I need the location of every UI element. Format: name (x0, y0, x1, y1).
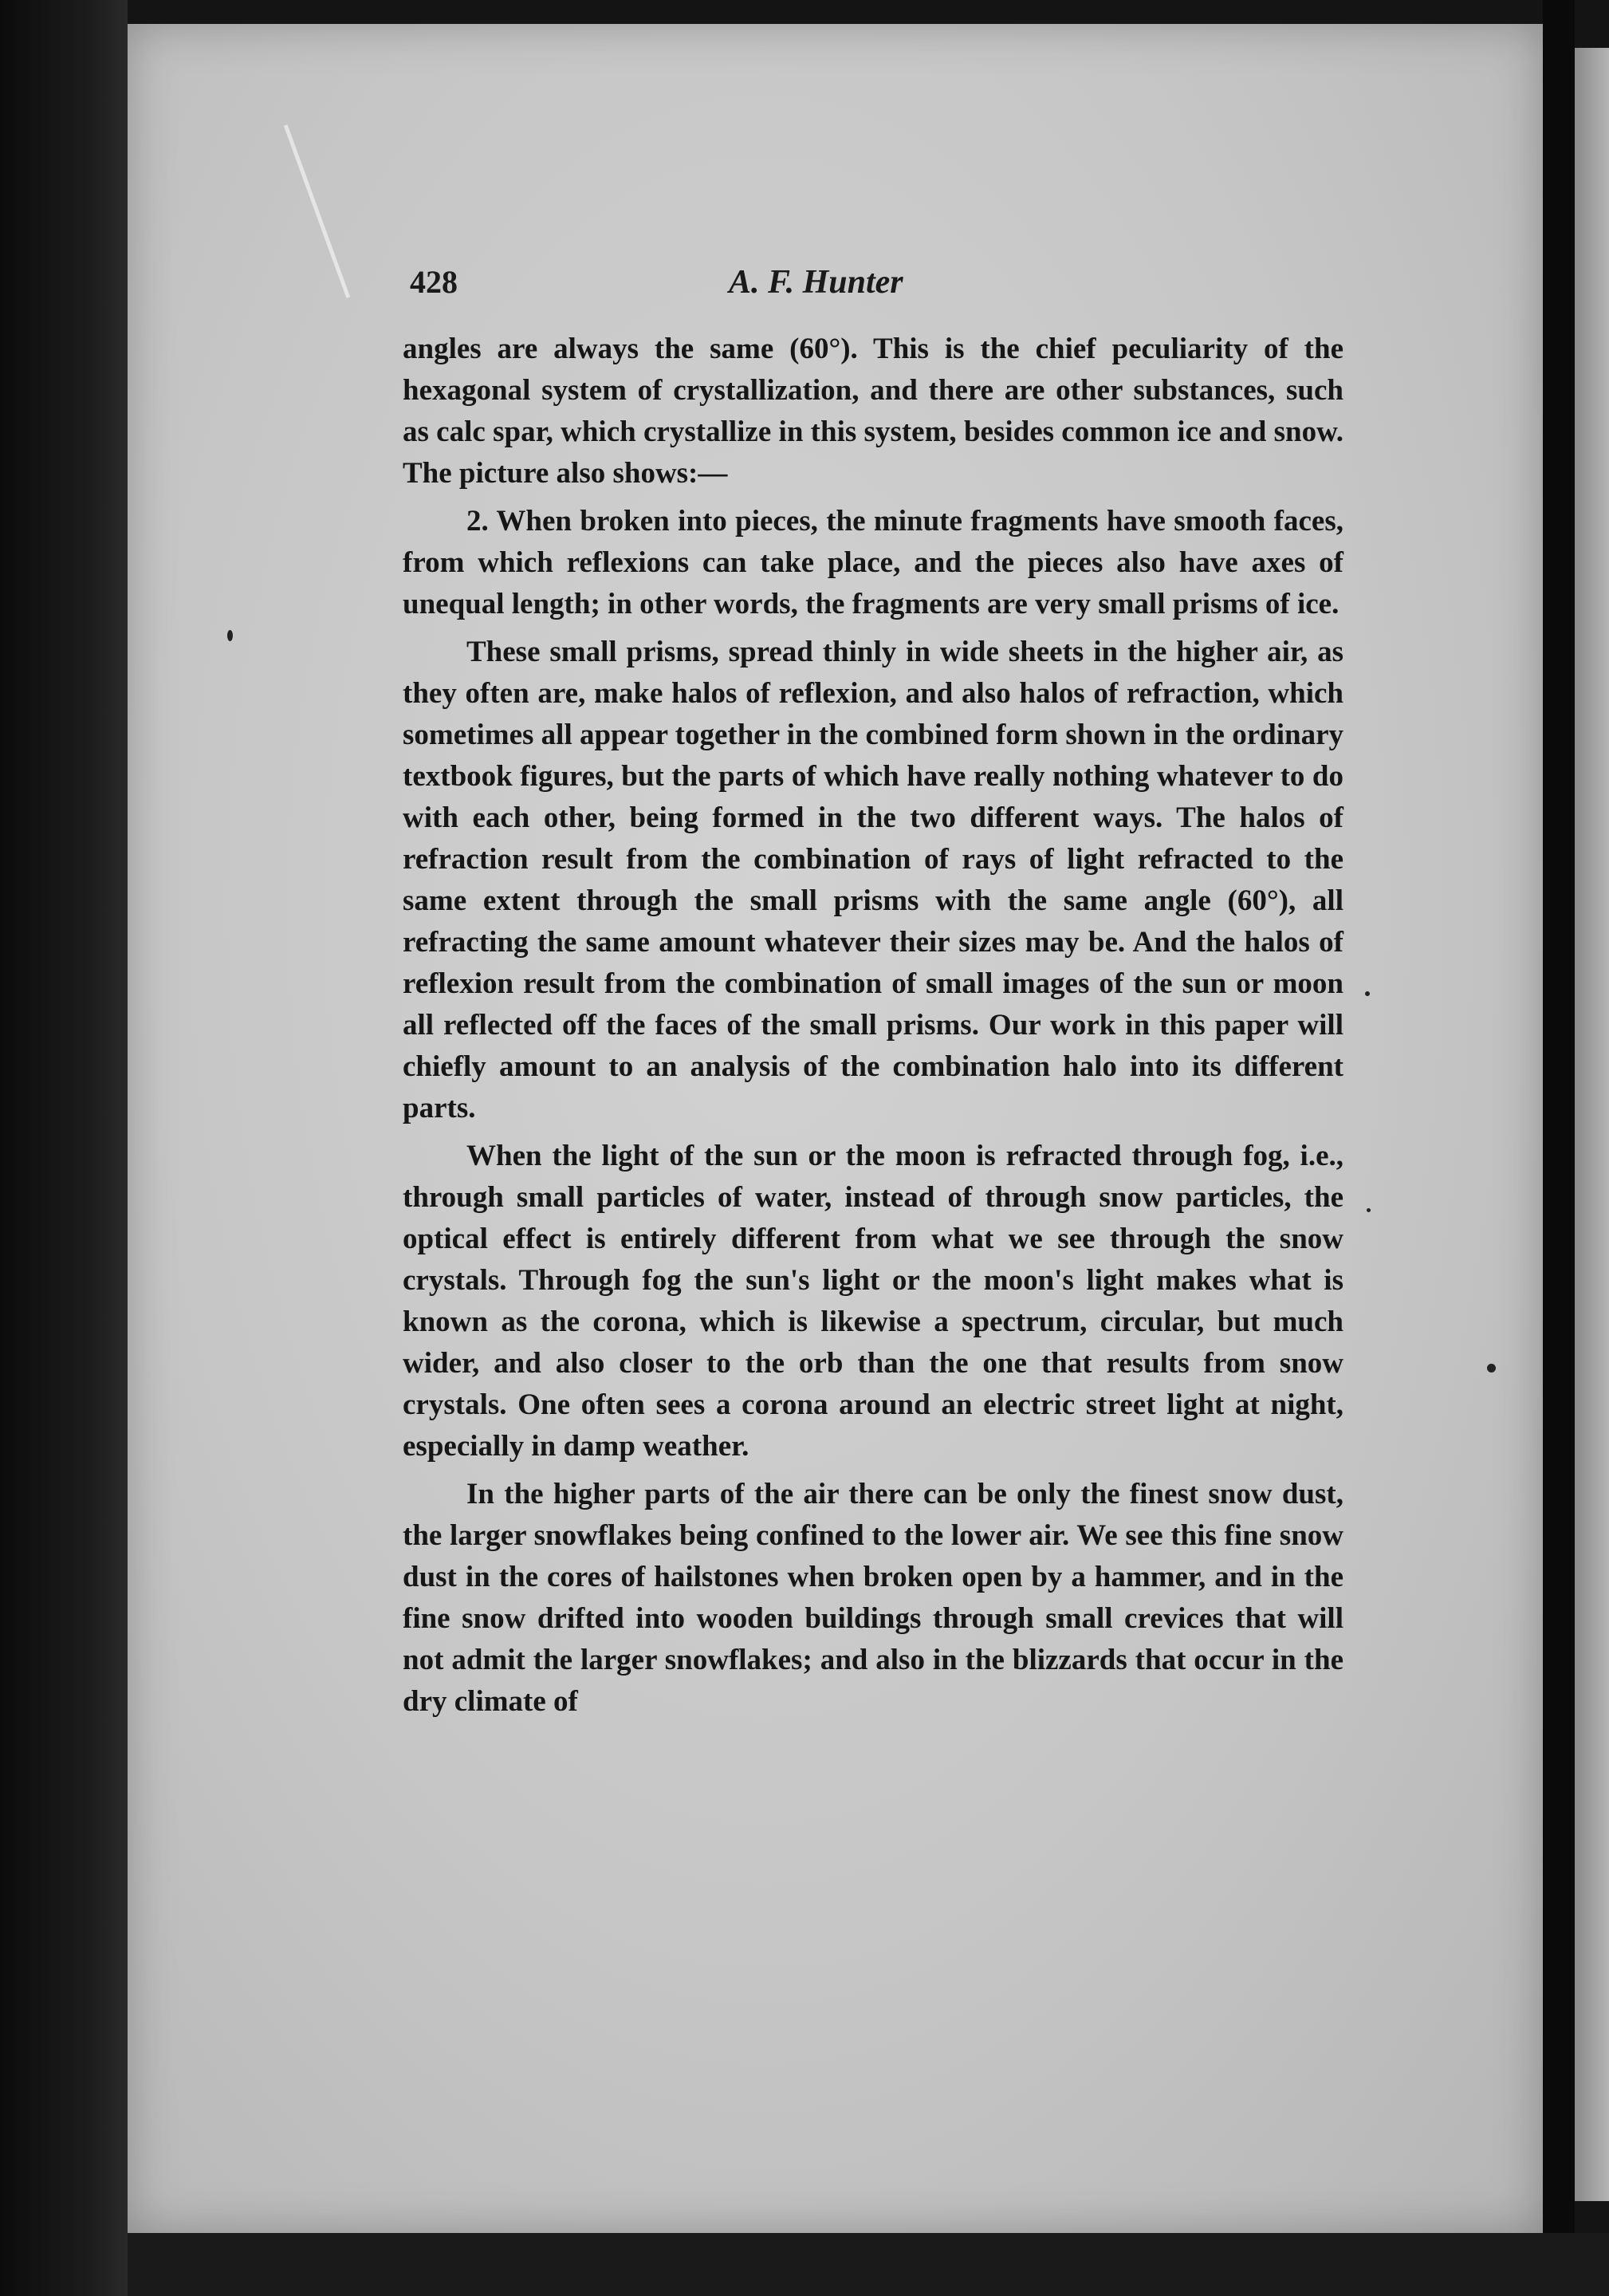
paragraph-snow-dust: In the higher parts of the air there can be only the finest snow dust, the larger snowflakes being confined to the lower air. We see this fine snow dust in the cores of hailstones when broken open by a hammer, and in the fine snow drifted into wooden buildings through small crevices that will not admit the larger snowflakes; and also in the blizzards that occur in the dry climate of (403, 1478, 1343, 1718)
paragraph-point-2: 2. When broken into pieces, the minute fragments have smooth faces, from which reflexions can take place, and the pieces also have axes of unequal length; in other words, the fragments are very small prisms of ice. (403, 505, 1343, 620)
running-head: A. F. Hunter (729, 264, 903, 301)
scan-left-edge (0, 0, 128, 2296)
paragraph-corona: When the light of the sun or the moon is refracted through fog, i.e., through small particles of water, instead of through snow particles, the optical effect is entirely different from what we see through the snow crystals. Through fog the sun's light or the moon's light makes what is known as the corona, which is likewise a spectrum, circular, but much wider, and also closer to the orb than the one that results from snow crystals. One often sees a corona around an electric street light at night, especially in damp weather. (403, 1140, 1343, 1463)
ink-speck (1487, 1364, 1496, 1372)
ink-speck (227, 630, 233, 641)
page-header (410, 263, 1343, 319)
ink-speck (1367, 1208, 1371, 1212)
body-text (403, 329, 1343, 1729)
paragraph-halos: These small prisms, spread thinly in wide sheets in the higher air, as they often are, make halos of reflexion, and also halos of refraction, which sometimes all appear together in the combined form shown in the ordinary textbook figures, but the parts of which have really nothing whatever to do with each other, being formed in the two different ways. The halos of refraction result from the combination of rays of light refracted to the same extent through the small prisms with the same angle (60°), all refracting the same amount whatever their sizes may be. And the halos of reflexion result from the combination of small images of the sun or moon all reflected off the faces of the small prisms. Our work in this paper will chiefly amount to an analysis of the combination halo into its different parts. (403, 636, 1343, 1124)
page-number: 428 (410, 264, 458, 300)
scan-bottom-edge (128, 2233, 1609, 2296)
ink-speck (1365, 991, 1370, 996)
book-gutter (1543, 0, 1575, 2296)
paragraph-continued: angles are always the same (60°). This is the chief peculiarity of the hexagonal system of crystallization, and there are other substances, such as calc spar, which crystallize in this system, besides common ice and snow. The picture also shows:— (403, 333, 1343, 490)
facing-page-edge (1575, 48, 1609, 2201)
